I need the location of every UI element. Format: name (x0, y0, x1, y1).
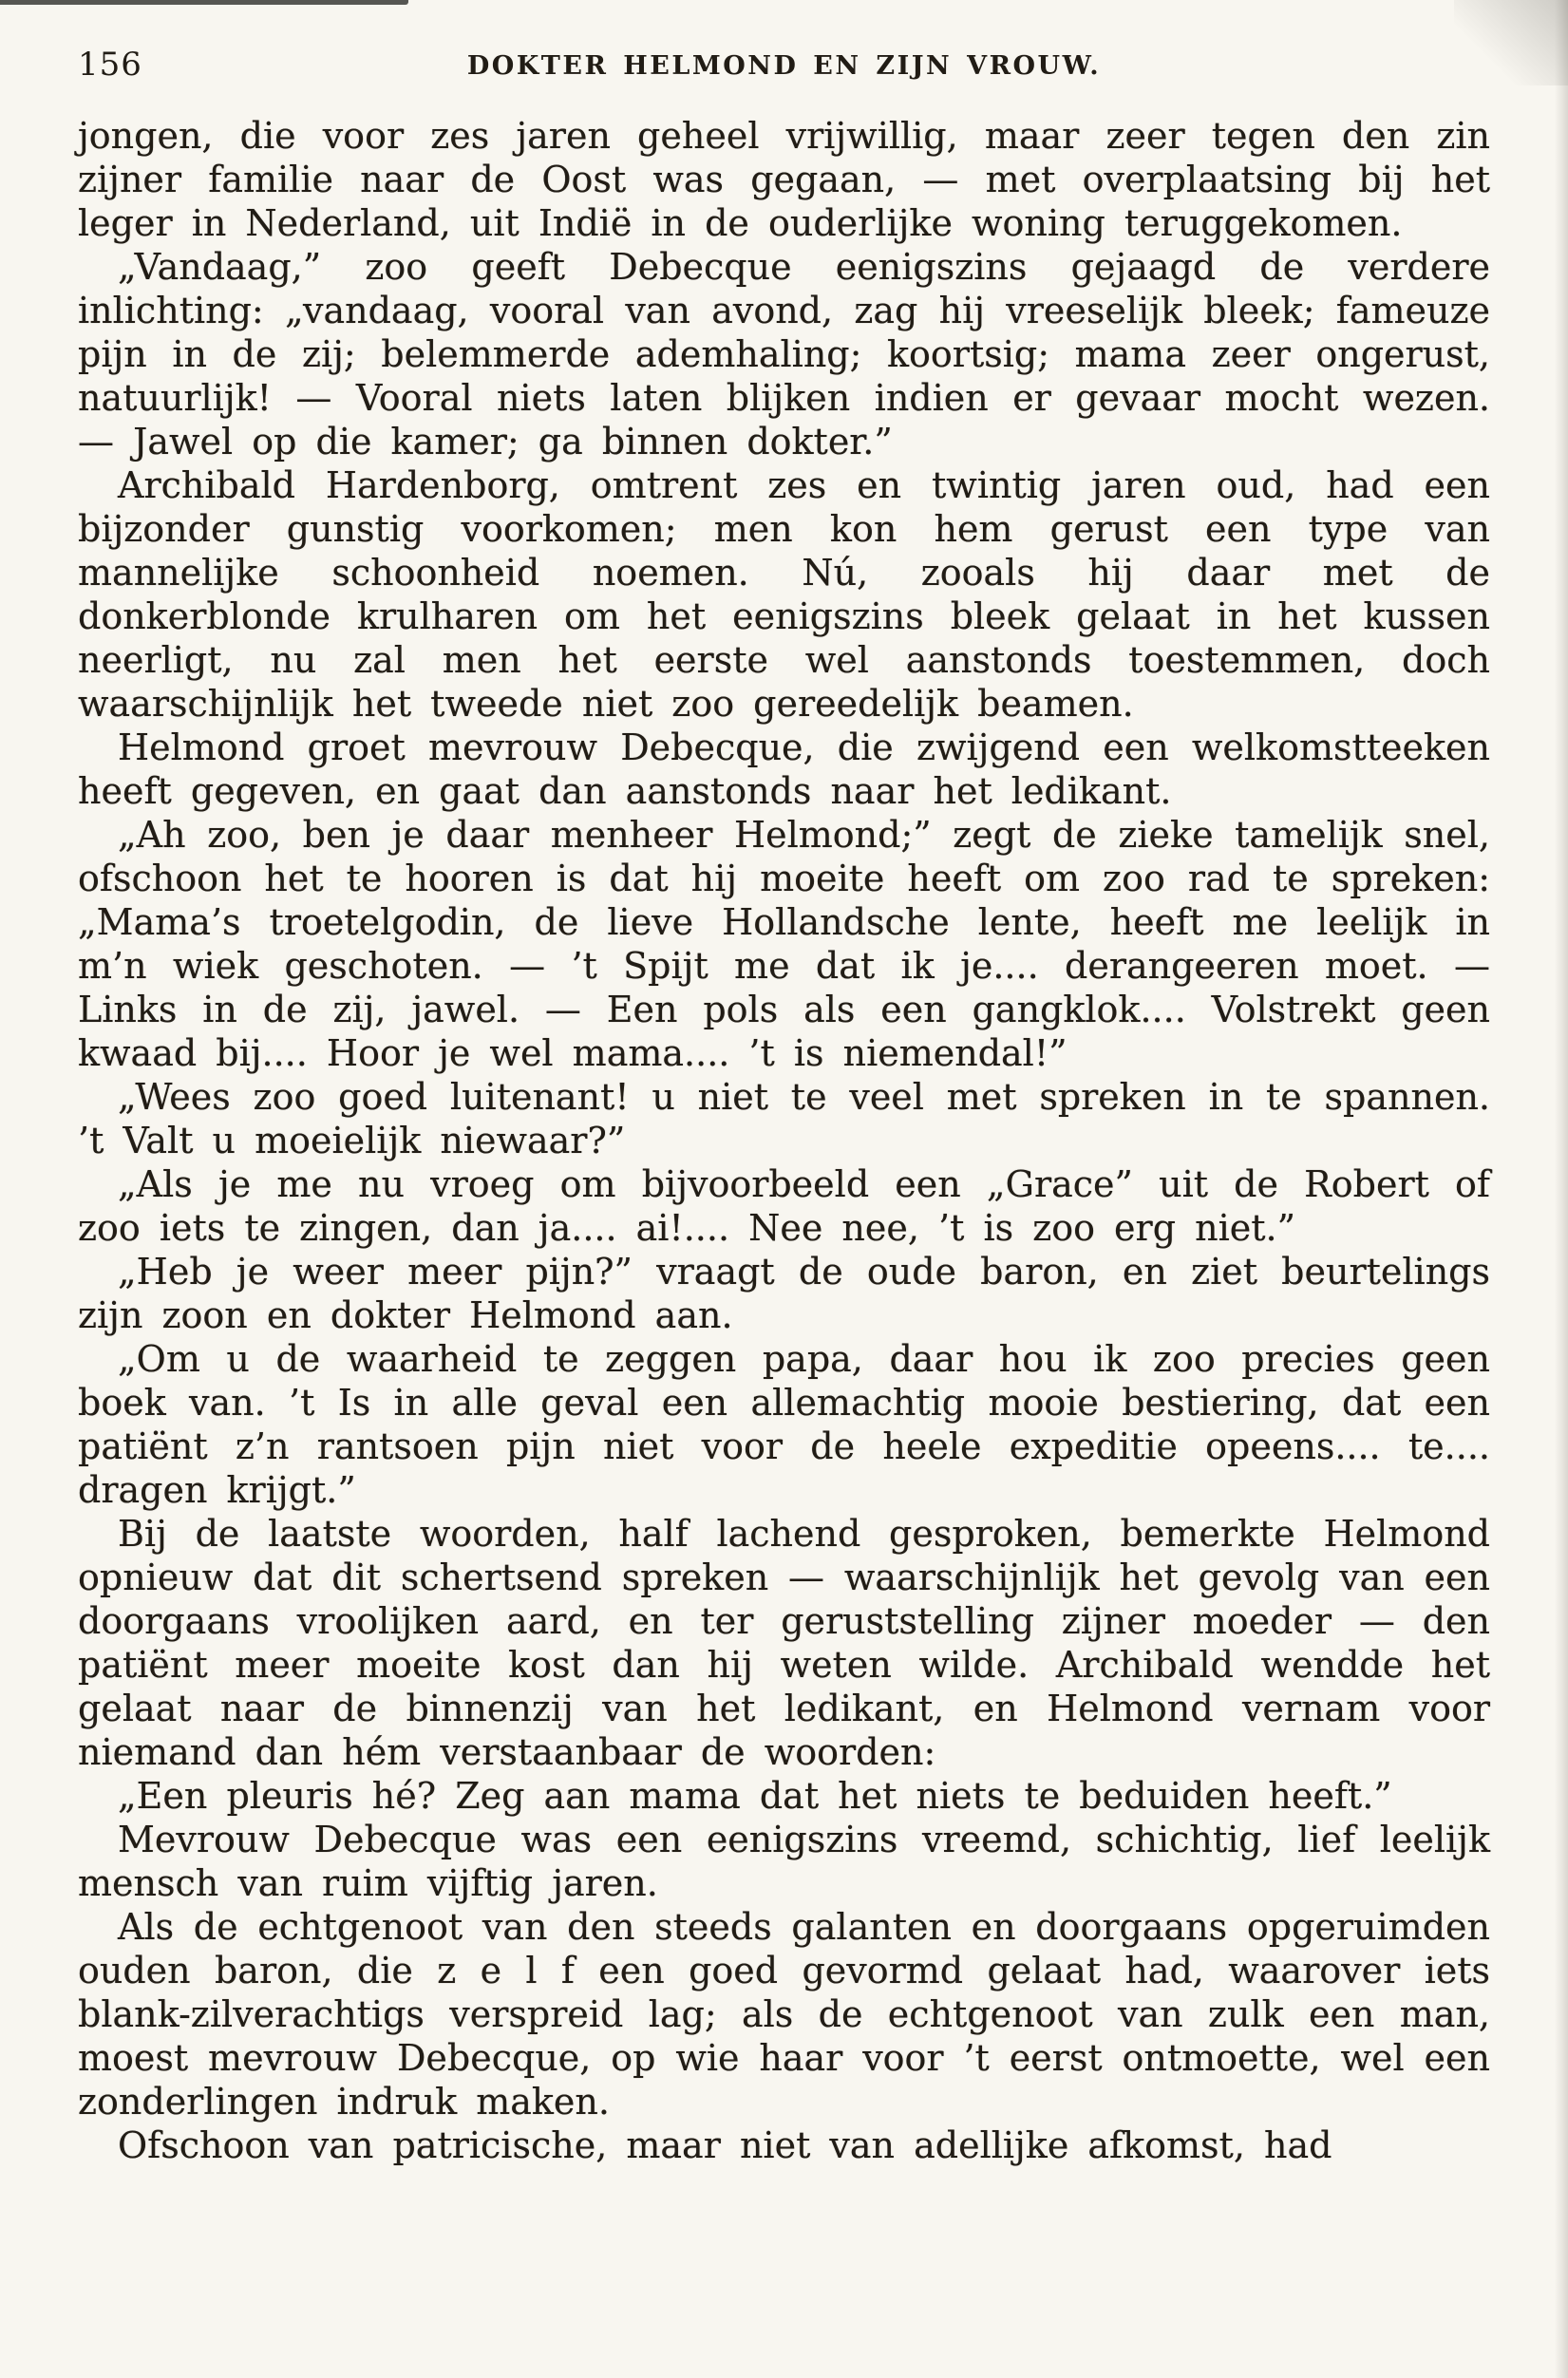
page-number: 156 (78, 46, 142, 84)
paragraph: „Wees zoo goed luitenant! u niet te veel met spreken in te spannen. ’t Valt u moeielijk niewaar?” (78, 1076, 1490, 1161)
paragraph: Ofschoon van patricische, maar niet van adellijke afkomst, had (118, 2124, 1332, 2166)
running-title: DOKTER HELMOND EN ZIJN VROUW. (466, 51, 1102, 81)
paragraph: jongen, die voor zes jaren geheel vrijwillig, maar zeer tegen den zin zijner familie naar de Oost was gegaan, — met overplaatsing bij het leger in Nederland, uit Indië in de ouderlijke woning teruggekomen. (78, 115, 1490, 244)
paragraph: Mevrouw Debecque was een eenigszins vreemd, schichtig, lief leelijk mensch van ruim vijftig jaren. (78, 1819, 1490, 1904)
scan-artifact-top-edge (0, 0, 408, 5)
paragraph: „Heb je weer meer pijn?” vraagt de oude baron, en ziet beurtelings zijn zoon en dokter Helmond aan. (78, 1251, 1490, 1336)
page-header (78, 40, 1490, 89)
scan-artifact-right-shadow (1555, 0, 1568, 2378)
paragraph: „Als je me nu vroeg om bijvoorbeeld een „Grace” uit de Robert of zoo iets te zingen, dan ja.... ai!.... Nee nee, ’t is zoo erg niet.” (78, 1163, 1490, 1249)
paragraph: Archibald Hardenborg, omtrent zes en twintig jaren oud, had een bijzonder gunstig voorkomen; men kon hem gerust een type van mannelijke schoonheid noemen. Nú, zooals hij daar met de donkerblonde krulharen om het eenigszins bleek gelaat in het kussen neerligt, nu zal men het eerste wel aanstonds toestemmen, doch waarschijnlijk het tweede niet zoo gereedelijk beamen. (78, 464, 1490, 725)
body-text (78, 114, 1490, 2167)
paragraph: „Een pleuris hé? Zeg aan mama dat het niets te beduiden heeft.” (118, 1775, 1392, 1817)
paragraph: Bij de laatste woorden, half lachend gesproken, bemerkte Helmond opnieuw dat dit schertsend spreken — waarschijnlijk het gevolg van een doorgaans vroolijken aard, en ter geruststelling zijner moeder — den patiënt meer moeite kost dan hij weten wilde. Archibald wendde het gelaat naar de binnenzij van het ledikant, en Helmond vernam voor niemand dan hém verstaanbaar de woorden: (78, 1513, 1490, 1773)
paragraph: „Om u de waarheid te zeggen papa, daar hou ik zoo precies geen boek van. ’t Is in alle geval een allemachtig mooie bestiering, dat een patiënt z’n rantsoen pijn niet voor de heele expeditie opeens.... te.... dragen krijgt.” (78, 1338, 1490, 1511)
paragraph: Als de echtgenoot van den steeds galanten en doorgaans opgeruimden ouden baron, die z e l f een goed gevormd gelaat had, waarover iets blank-zilverachtigs verspreid lag; als de echtgenoot van zulk een man, moest mevrouw Debecque, op wie haar voor ’t eerst ontmoette, wel een zonderlingen indruk maken. (78, 1906, 1490, 2123)
paragraph: „Ah zoo, ben je daar menheer Helmond;” zegt de zieke tamelijk snel, ofschoon het te hooren is dat hij moeite heeft om zoo rad te spreken: „Mama’s troetelgodin, de lieve Hollandsche lente, heeft me leelijk in m’n wiek geschoten. — ’t Spijt me dat ik je.... derangeeren moet. — Links in de zij, jawel. — Een pols als een gangklok.... Volstrekt geen kwaad bij.... Hoor je wel mama.... ’t is niemendal!” (78, 814, 1490, 1074)
paragraph: Helmond groet mevrouw Debecque, die zwijgend een welkomstteeken heeft gegeven, en gaat dan aanstonds naar het ledikant. (78, 727, 1490, 812)
paragraph: „Vandaag,” zoo geeft Debecque eenigszins gejaagd de verdere inlichting: „vandaag, vooral van avond, zag hij vreeselijk bleek; fameuze pijn in de zij; belemmerde ademhaling; koortsig; mama zeer ongerust, natuurlijk! — Vooral niets laten blijken indien er gevaar mocht wezen. — Jawel op die kamer; ga binnen dokter.” (78, 246, 1490, 462)
